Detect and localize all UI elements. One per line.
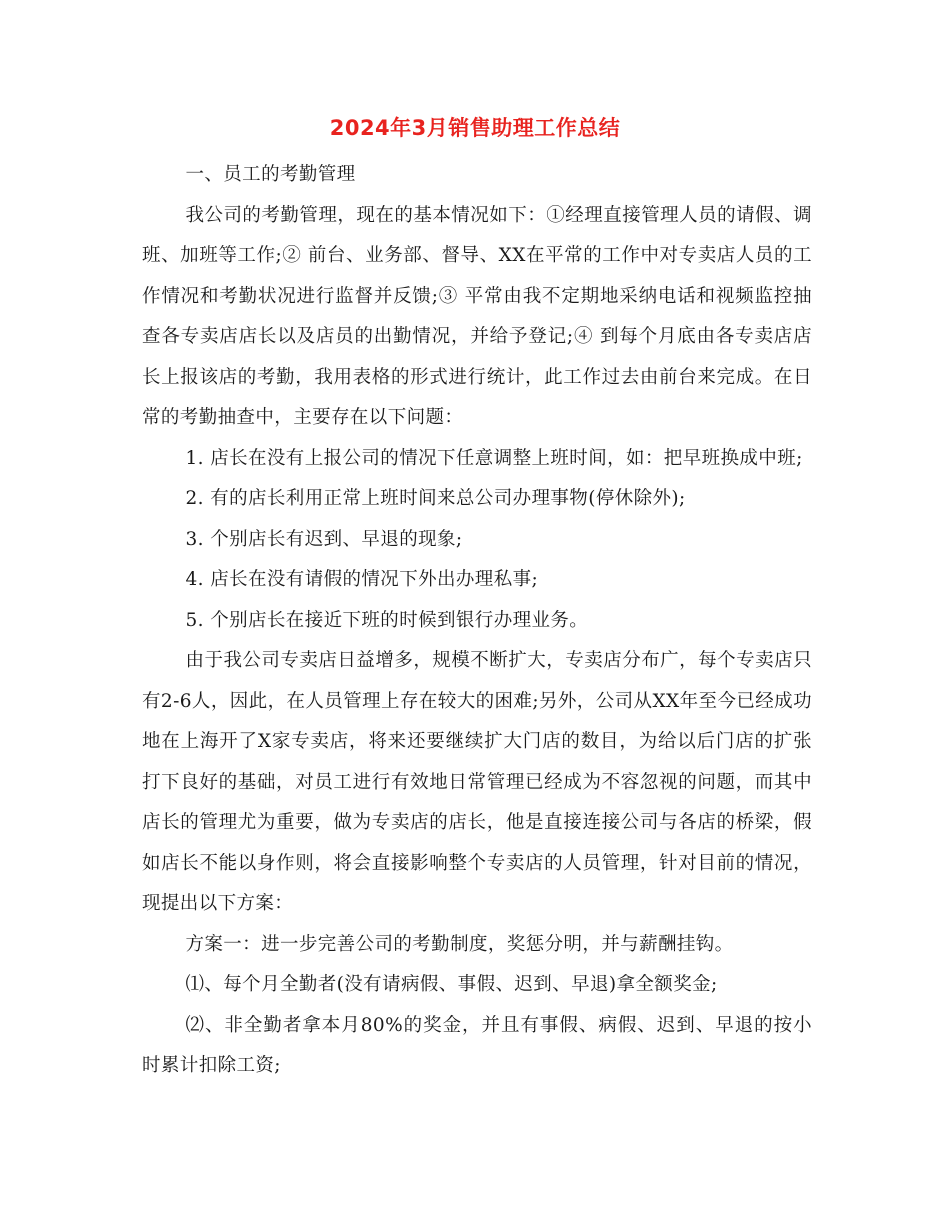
list-item: ⑴、每个月全勤者(没有请病假、事假、迟到、早退)拿全额奖金; [185, 974, 718, 995]
list-item: 5. 个别店长在接近下班的时候到银行办理业务。 [185, 609, 589, 631]
paragraph: 由于我公司专卖店日益增多，规模不断扩大，专卖店分布广，每个专卖店只有2-6人，因此，在人员管理上存在较大的困难;另外，公司从XX年至今已经成功地在上海开了X家专卖店，将来还要继续扩大门店的数目，为给以后门店的扩张打下良好的基础，对员工进行有效地日常管理已经成为不容忽视的问题，而其中店长的管理尤为重要，做为专卖店的店长，他是直接连接公司与各店的桥梁，假如店长不能以身作则，将会直接影响整个专卖店的人员管理，针对目前的情况，现提出以下方案： [142, 650, 812, 914]
document-body [142, 155, 812, 1087]
list-item: 3. 个别店长有迟到、早退的现象; [185, 528, 463, 550]
list-item: 2. 有的店长利用正常上班时间来总公司办理事物(停休除外); [185, 488, 686, 509]
list-item: ⑵、非全勤者拿本月80%的奖金，并且有事假、病假、迟到、早退的按小时累计扣除工资; [142, 1014, 812, 1076]
paragraph: 方案一：进一步完善公司的考勤制度，奖惩分明，并与薪酬挂钩。 [185, 933, 734, 955]
document-title: 2024年3月销售助理工作总结 [329, 116, 621, 140]
section-heading: 一、员工的考勤管理 [185, 164, 356, 185]
paragraph: 我公司的考勤管理，现在的基本情况如下：①经理直接管理人员的请假、调班、加班等工作;② 前台、业务部、督导、XX在平常的工作中对专卖店人员的工作情况和考勤状况进行监督并反馈;③ 平常由我不定期地采纳电话和视频监控抽查各专卖店店长以及店员的出勤情况，并给予登记;④ 到每个月底由各专卖店店长上报该店的考勤，我用表格的形式进行统计，此工作过去由前台来完成。在日常的考勤抽查中，主要存在以下问题： [142, 204, 812, 428]
list-item: 1. 店长在没有上报公司的情况下任意调整上班时间，如：把早班换成中班; [185, 447, 803, 469]
list-item: 4. 店长在没有请假的情况下外出办理私事; [185, 569, 539, 590]
